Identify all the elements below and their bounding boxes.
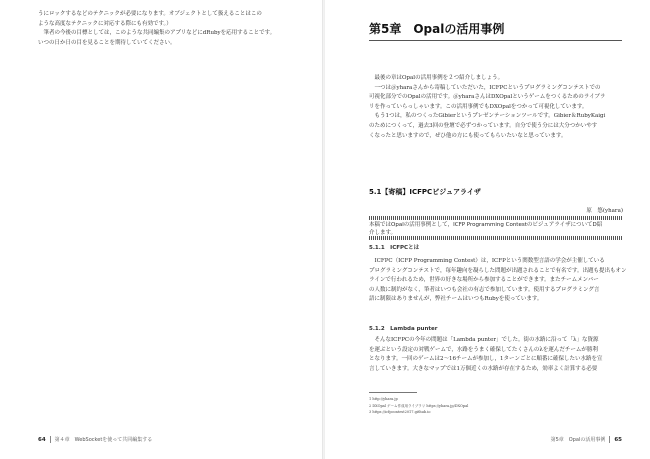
- paragraph-line: ような高度なテクニックに対応する際にも有効です。）: [38, 20, 172, 27]
- author-byline: 原 悠(yhara): [586, 208, 623, 214]
- paragraph-line: となります。一回のゲームは2〜16チームが参加し，1ターンごとに順番に確保したい水路を宣: [369, 356, 603, 363]
- paragraph-line: を運ぶという設定の対戦ゲームで，水路をうまく確保してたくさんのλを運んだチームが勝利: [369, 346, 598, 353]
- subsection-body: [369, 336, 622, 374]
- paragraph-line: うにロックするなどのテクニックが必要になります。オブジェクトとして扱えることはこの: [38, 11, 262, 17]
- paragraph-line: プログラミングコンテストで，毎年趣向を凝らした問題が出題されることで有名です。出題も提出もオン: [369, 267, 627, 274]
- page-number: 64: [38, 437, 46, 443]
- paragraph-line: 最後の章はOpalの活用事例を２つ紹介しましょう。: [369, 75, 504, 81]
- chapter-intro: [369, 74, 622, 141]
- subsection-title: 5.1.1 ICFPCとは: [369, 245, 420, 251]
- paragraph-line: 筆者の今後の目標としては，このような共同編集のアプリなどにdRubyを応用することです。: [38, 30, 276, 37]
- footnote: 1 http://yhara.jp: [369, 397, 398, 401]
- paragraph-line: のためにつくって，過去3回の登壇で必ずつかっています。自分で使う分には大分つかいやす: [369, 122, 598, 129]
- summary-top-stripe: [369, 216, 622, 220]
- paragraph-line: 可視化部分でのOpalの活用です。＠yharaさんはDXOpalというゲームをつくるためのライブラ: [369, 94, 606, 101]
- footnotes: [369, 396, 468, 416]
- paragraph-line: 言していきます。大きなマップでは1万個近くの水路が存在するため，効率よく計算する必要: [369, 365, 598, 372]
- paragraph-line: いつの日か日の目を見ることを期待していてください。: [38, 39, 176, 46]
- left-page-body: [38, 10, 300, 48]
- running-head: 第４章 WebSocketを使って共同編集する: [54, 437, 153, 443]
- page-number: 65: [614, 437, 622, 443]
- running-head: 第5章 Opalの活用事例: [550, 437, 606, 443]
- subsection-body: [369, 257, 627, 305]
- paragraph-line: もう1つは，私のつくったGibierというプレゼンテーションツールです。Gibier＆RubyKaigi: [369, 113, 606, 120]
- paragraph-line: 語に制限はありませんが，弊社チームはいつもRubyを使っています。: [369, 296, 543, 303]
- paragraph-line: の人数に制約がなく，筆者はいつも会社の有志で参加しています。使用するプログラミング言: [369, 286, 600, 293]
- footer-divider: [609, 436, 610, 443]
- section-title: 5.1【寄稿】ICFPCビジュアライザ: [369, 188, 481, 196]
- summary-line: 本稿ではOpalの活用事例として，ICFP Programming ContestのビジュアライザについてD紹: [369, 222, 603, 228]
- paragraph-line: そんなICFPCの今年の問題は「Lambda punter」でした。街の水路に沿って「λ」な資源: [369, 337, 599, 343]
- summary-line: 介します。: [369, 230, 397, 236]
- left-page: [0, 0, 323, 459]
- summary-bottom-stripe: [369, 236, 622, 240]
- footnote-rule: [369, 392, 417, 393]
- footer-divider: [50, 436, 51, 443]
- paragraph-line: 一つは＠yharaさんから寄稿していただいた，ICFPCというプログラミングコンテストでの: [369, 84, 601, 91]
- paragraph-line: リを作っていらっしゃいます。この活用事例でもDXOpalをつかって可視化しています。: [369, 103, 588, 110]
- chapter-title-rule: [369, 40, 622, 41]
- footnote: 2 DXOpal ゲーム作成用ライブラリ https://yhara.jp/DXOpal: [369, 403, 469, 408]
- paragraph-line: くなったと思いますので，ぜひ他の方にも使ってもらいたいなと思っています。: [369, 132, 567, 139]
- left-page-footer: [38, 436, 152, 443]
- footnote: 3 https://icfpcontest2017.github.io: [369, 410, 431, 414]
- section-summary: [369, 221, 622, 237]
- paragraph-line: ICFPC（ICFP Programming Contest）は，ICFPという関数型言語の学会が主催している: [369, 258, 605, 264]
- chapter-title: 第5章 Opalの活用事例: [369, 22, 505, 36]
- subsection-title: 5.1.2 Lambda punter: [369, 326, 438, 332]
- right-page-footer: [551, 436, 622, 443]
- paragraph-line: ラインで行われるため，世界の好きな場所から参加することができます。またチームメンバー: [369, 277, 599, 284]
